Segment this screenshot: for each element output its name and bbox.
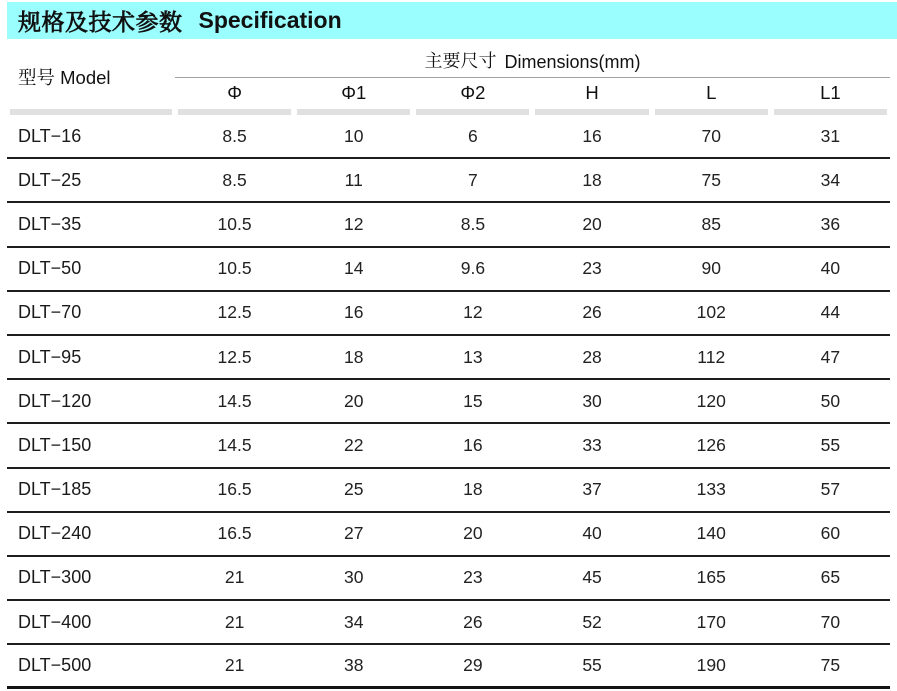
table-row bbox=[7, 645, 890, 689]
model-cell: DLT−240 bbox=[18, 523, 92, 544]
value-cell-φ2: 16 bbox=[463, 434, 483, 455]
value-cell-φ: 21 bbox=[224, 611, 245, 632]
value-cell-φ: 16.5 bbox=[217, 523, 252, 544]
table-row bbox=[7, 336, 890, 380]
model-cell: DLT−120 bbox=[18, 390, 92, 411]
value-cell-φ: 8.5 bbox=[222, 125, 247, 146]
value-cell-l: 170 bbox=[696, 611, 726, 632]
model-cell: DLT−16 bbox=[18, 125, 82, 146]
value-cell-φ2: 26 bbox=[463, 611, 483, 632]
header-band-segment bbox=[774, 109, 887, 115]
value-cell-φ1: 20 bbox=[344, 390, 364, 411]
value-cell-l: 90 bbox=[701, 258, 721, 279]
model-cell: DLT−35 bbox=[18, 213, 82, 234]
value-cell-l1: 31 bbox=[820, 125, 841, 146]
value-cell-φ: 8.5 bbox=[222, 169, 247, 190]
value-cell-l: 165 bbox=[696, 567, 726, 588]
dimensions-group-header-en: Dimensions(mm) bbox=[504, 52, 641, 72]
value-cell-l1: 60 bbox=[820, 523, 841, 544]
value-cell-φ: 14.5 bbox=[217, 434, 252, 455]
value-cell-l: 112 bbox=[697, 346, 726, 367]
value-cell-φ1: 18 bbox=[344, 346, 364, 367]
value-cell-φ2: 7 bbox=[468, 169, 478, 190]
model-cell: DLT−185 bbox=[18, 479, 92, 500]
column-header-l: L bbox=[706, 82, 717, 103]
value-cell-l1: 36 bbox=[820, 213, 841, 234]
value-cell-φ: 12.5 bbox=[217, 302, 252, 323]
table-row bbox=[7, 292, 890, 336]
value-cell-φ1: 22 bbox=[344, 434, 364, 455]
value-cell-φ2: 23 bbox=[463, 567, 483, 588]
value-cell-l1: 65 bbox=[820, 567, 841, 588]
value-cell-φ1: 27 bbox=[344, 523, 364, 544]
column-header-φ: Φ bbox=[227, 82, 242, 103]
value-cell-h: 55 bbox=[582, 655, 602, 676]
model-column-header: 型号 Model bbox=[18, 66, 111, 88]
value-cell-l1: 75 bbox=[820, 655, 841, 676]
value-cell-φ: 12.5 bbox=[217, 346, 252, 367]
value-cell-h: 26 bbox=[582, 302, 602, 323]
value-cell-l: 190 bbox=[696, 655, 726, 676]
model-cell: DLT−300 bbox=[18, 567, 92, 588]
value-cell-φ: 16.5 bbox=[217, 479, 252, 500]
value-cell-φ: 10.5 bbox=[217, 258, 252, 279]
value-cell-φ2: 12 bbox=[463, 302, 483, 323]
value-cell-φ1: 14 bbox=[344, 258, 364, 279]
model-cell: DLT−25 bbox=[18, 169, 82, 190]
value-cell-φ2: 15 bbox=[463, 390, 483, 411]
value-cell-l: 75 bbox=[701, 169, 721, 190]
value-cell-φ1: 34 bbox=[344, 611, 364, 632]
model-cell: DLT−400 bbox=[18, 611, 92, 632]
value-cell-h: 28 bbox=[582, 346, 602, 367]
value-cell-h: 33 bbox=[582, 434, 602, 455]
value-cell-l: 126 bbox=[696, 434, 726, 455]
column-header-φ1: Φ1 bbox=[341, 82, 367, 103]
model-cell: DLT−70 bbox=[18, 302, 82, 323]
value-cell-h: 16 bbox=[582, 125, 602, 146]
value-cell-l1: 57 bbox=[820, 479, 841, 500]
value-cell-l: 133 bbox=[696, 479, 726, 500]
value-cell-φ2: 13 bbox=[463, 346, 483, 367]
value-cell-φ1: 11 bbox=[344, 169, 363, 190]
section-title-bar bbox=[7, 2, 897, 39]
value-cell-l: 85 bbox=[701, 213, 721, 234]
table-row bbox=[7, 159, 890, 203]
value-cell-φ2: 6 bbox=[468, 125, 478, 146]
value-cell-l1: 47 bbox=[820, 346, 841, 367]
value-cell-φ: 14.5 bbox=[217, 390, 252, 411]
column-header-l1: L1 bbox=[820, 82, 841, 103]
value-cell-l1: 34 bbox=[820, 169, 841, 190]
value-cell-l1: 70 bbox=[820, 611, 841, 632]
value-cell-φ1: 30 bbox=[344, 567, 364, 588]
value-cell-l1: 40 bbox=[820, 258, 841, 279]
value-cell-φ2: 8.5 bbox=[460, 213, 486, 234]
table-header bbox=[7, 45, 890, 115]
value-cell-h: 30 bbox=[582, 390, 602, 411]
value-cell-l: 120 bbox=[696, 390, 726, 411]
value-cell-φ2: 18 bbox=[463, 479, 483, 500]
value-cell-φ: 21 bbox=[224, 567, 245, 588]
header-band-segment bbox=[297, 109, 410, 115]
value-cell-h: 37 bbox=[582, 479, 602, 500]
table-row bbox=[7, 469, 890, 513]
value-cell-h: 52 bbox=[582, 611, 602, 632]
value-cell-l: 140 bbox=[696, 523, 726, 544]
value-cell-φ1: 38 bbox=[344, 655, 364, 676]
section-title-en: Specification bbox=[198, 7, 342, 33]
dimensions-group-header bbox=[175, 45, 890, 78]
table-row bbox=[7, 424, 890, 468]
table-body bbox=[7, 115, 890, 689]
table-row bbox=[7, 380, 890, 424]
model-cell: DLT−95 bbox=[18, 346, 82, 367]
specification-table bbox=[7, 45, 890, 689]
section-title-zh: 规格及技术参数 bbox=[18, 9, 183, 35]
value-cell-φ: 21 bbox=[224, 655, 245, 676]
value-cell-φ2: 20 bbox=[463, 523, 483, 544]
model-cell: DLT−150 bbox=[18, 434, 92, 455]
model-cell: DLT−50 bbox=[18, 258, 82, 279]
dimensions-group-header-zh: 主要尺寸 bbox=[424, 51, 497, 71]
header-band-segment bbox=[535, 109, 648, 115]
column-header-h: H bbox=[585, 82, 599, 103]
header-band-segment bbox=[10, 109, 172, 115]
value-cell-h: 20 bbox=[582, 213, 602, 234]
column-header-φ2: Φ2 bbox=[460, 82, 486, 103]
value-cell-h: 18 bbox=[582, 169, 602, 190]
value-cell-φ1: 25 bbox=[344, 479, 364, 500]
table-row bbox=[7, 601, 890, 645]
table-row bbox=[7, 203, 890, 247]
value-cell-l: 70 bbox=[701, 125, 721, 146]
value-cell-h: 45 bbox=[582, 567, 602, 588]
value-cell-l1: 50 bbox=[820, 390, 841, 411]
value-cell-h: 40 bbox=[582, 523, 602, 544]
table-row bbox=[7, 557, 890, 601]
value-cell-φ1: 12 bbox=[344, 213, 364, 234]
header-band-segment bbox=[416, 109, 529, 115]
model-cell: DLT−500 bbox=[18, 655, 92, 676]
value-cell-h: 23 bbox=[582, 258, 602, 279]
value-cell-φ1: 10 bbox=[344, 125, 364, 146]
value-cell-l1: 44 bbox=[820, 302, 841, 323]
table-row bbox=[7, 248, 890, 292]
table-row bbox=[7, 115, 890, 159]
value-cell-φ2: 9.6 bbox=[460, 258, 486, 279]
header-band-segment bbox=[178, 109, 291, 115]
value-cell-l1: 55 bbox=[820, 434, 841, 455]
header-band-segment bbox=[655, 109, 768, 115]
table-row bbox=[7, 513, 890, 557]
value-cell-φ1: 16 bbox=[344, 302, 364, 323]
value-cell-l: 102 bbox=[696, 302, 726, 323]
value-cell-φ2: 29 bbox=[463, 655, 483, 676]
value-cell-φ: 10.5 bbox=[217, 213, 252, 234]
